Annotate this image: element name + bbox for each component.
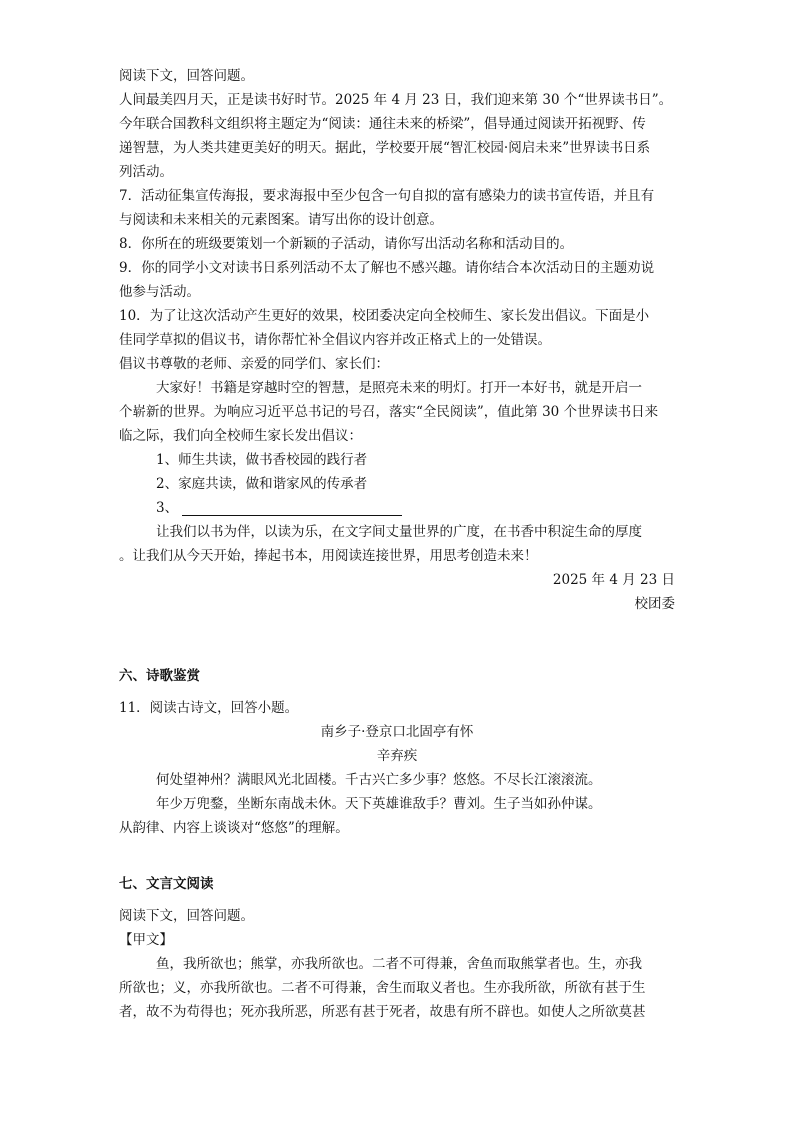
section-6-heading: 六、诗歌鉴赏 [119,668,200,684]
proposal-date: 2025 年 4 月 23 日 [552,572,675,588]
poem-line: 年少万兜鍪，坐断东南战未休。天下英雄谁敌手？曹刘。生子当如孙仲谋。 [156,796,602,812]
text-label: 【甲文】 [119,932,173,948]
question-11: 11．阅读古诗文，回答小题。 [119,700,299,716]
proposal-body-line: 大家好！书籍是穿越时空的智慧，是照亮未来的明灯。打开一本好书，就是开启一 [156,380,642,396]
proposal-closing-line: 让我们以书为伴，以读为乐，在文字间丈量世界的广度，在书香中积淀生命的厚度 [156,524,642,540]
intro-line: 今年联合国教科文组织将主题定为“阅读：通往未来的桥梁”，倡导通过阅读开拓视野、传 [119,116,646,132]
section-7-heading: 七、文言文阅读 [119,876,214,892]
question-7-line: 7．活动征集宣传海报，要求海报中至少包含一句自拟的富有感染力的读书宣传语，并且有 [119,188,655,204]
question-9-line: 9．你的同学小文对读书日系列活动不太了解也不感兴趣。请你结合本次活动日的主题劝说 [119,260,655,276]
proposal-body-line: 个崭新的世界。为响应习近平总书记的号召，落实“全民阅读”，值此第 30 个世界读书日来 [119,404,659,420]
poem-title: 南乡子·登京口北固亭有怀 [320,724,474,740]
poem-prompt: 从韵律、内容上谈谈对“悠悠”的理解。 [119,820,349,836]
answer-blank[interactable] [182,501,402,516]
intro-line: 人间最美四月天，正是读书好时节。2025 年 4 月 23 日，我们迎来第 30 个“世界读书日”。 [119,92,673,108]
question-10-line: 10．为了让这次活动产生更好的效果，校团委决定向全校师生、家长发出倡议。下面是小 [119,308,650,324]
proposal-item-blank-row [119,496,675,520]
question-8-line: 8．你所在的班级要策划一个新颖的子活动，请你写出活动名称和活动目的。 [119,236,574,252]
question-10-line: 佳同学草拟的倡议书，请你帮忙补全倡议内容并改正格式上的一处错误。 [119,332,551,348]
proposal-body-line: 临之际，我们向全校师生家长发出倡议： [119,428,362,444]
intro-line: 列活动。 [119,164,173,180]
proposal-closing-line: 。让我们从今天开始，捧起书本，用阅读连接世界，用思考创造未来！ [119,548,538,564]
reading-instruction: 阅读下文，回答问题。 [119,68,254,84]
proposal-signer: 校团委 [634,596,675,612]
poem-line: 何处望神州？满眼风光北固楼。千古兴亡多少事？悠悠。不尽长江滚滚流。 [156,772,602,788]
classical-text-line: 所欲也；义，亦我所欲也。二者不可得兼，舍生而取义者也。生亦我所欲，所欲有甚于生 [119,980,646,996]
document-page [119,64,675,1024]
section-7-instruction: 阅读下文，回答问题。 [119,908,254,924]
poem-author: 辛弃疾 [376,748,418,764]
proposal-item: 2、家庭共读，做和谐家风的传承者 [156,476,368,492]
classical-text-line: 者，故不为苟得也；死亦我所恶，所恶有甚于死者，故患有所不辟也。如使人之所欲莫甚 [119,1004,646,1020]
proposal-item: 3、 [156,500,179,516]
question-9-line: 他参与活动。 [119,284,200,300]
proposal-item: 1、师生共读，做书香校园的践行者 [156,452,368,468]
intro-line: 递智慧，为人类共建更美好的明天。据此，学校要开展“智汇校园·阅启未来”世界读书日系 [119,140,651,156]
proposal-salutation: 倡议书尊敬的老师、亲爱的同学们、家长们： [119,356,389,372]
classical-text-line: 鱼，我所欲也；熊掌，亦我所欲也。二者不可得兼，舍鱼而取熊掌者也。生，亦我 [156,956,642,972]
question-7-line: 与阅读和未来相关的元素图案。请写出你的设计创意。 [119,212,443,228]
